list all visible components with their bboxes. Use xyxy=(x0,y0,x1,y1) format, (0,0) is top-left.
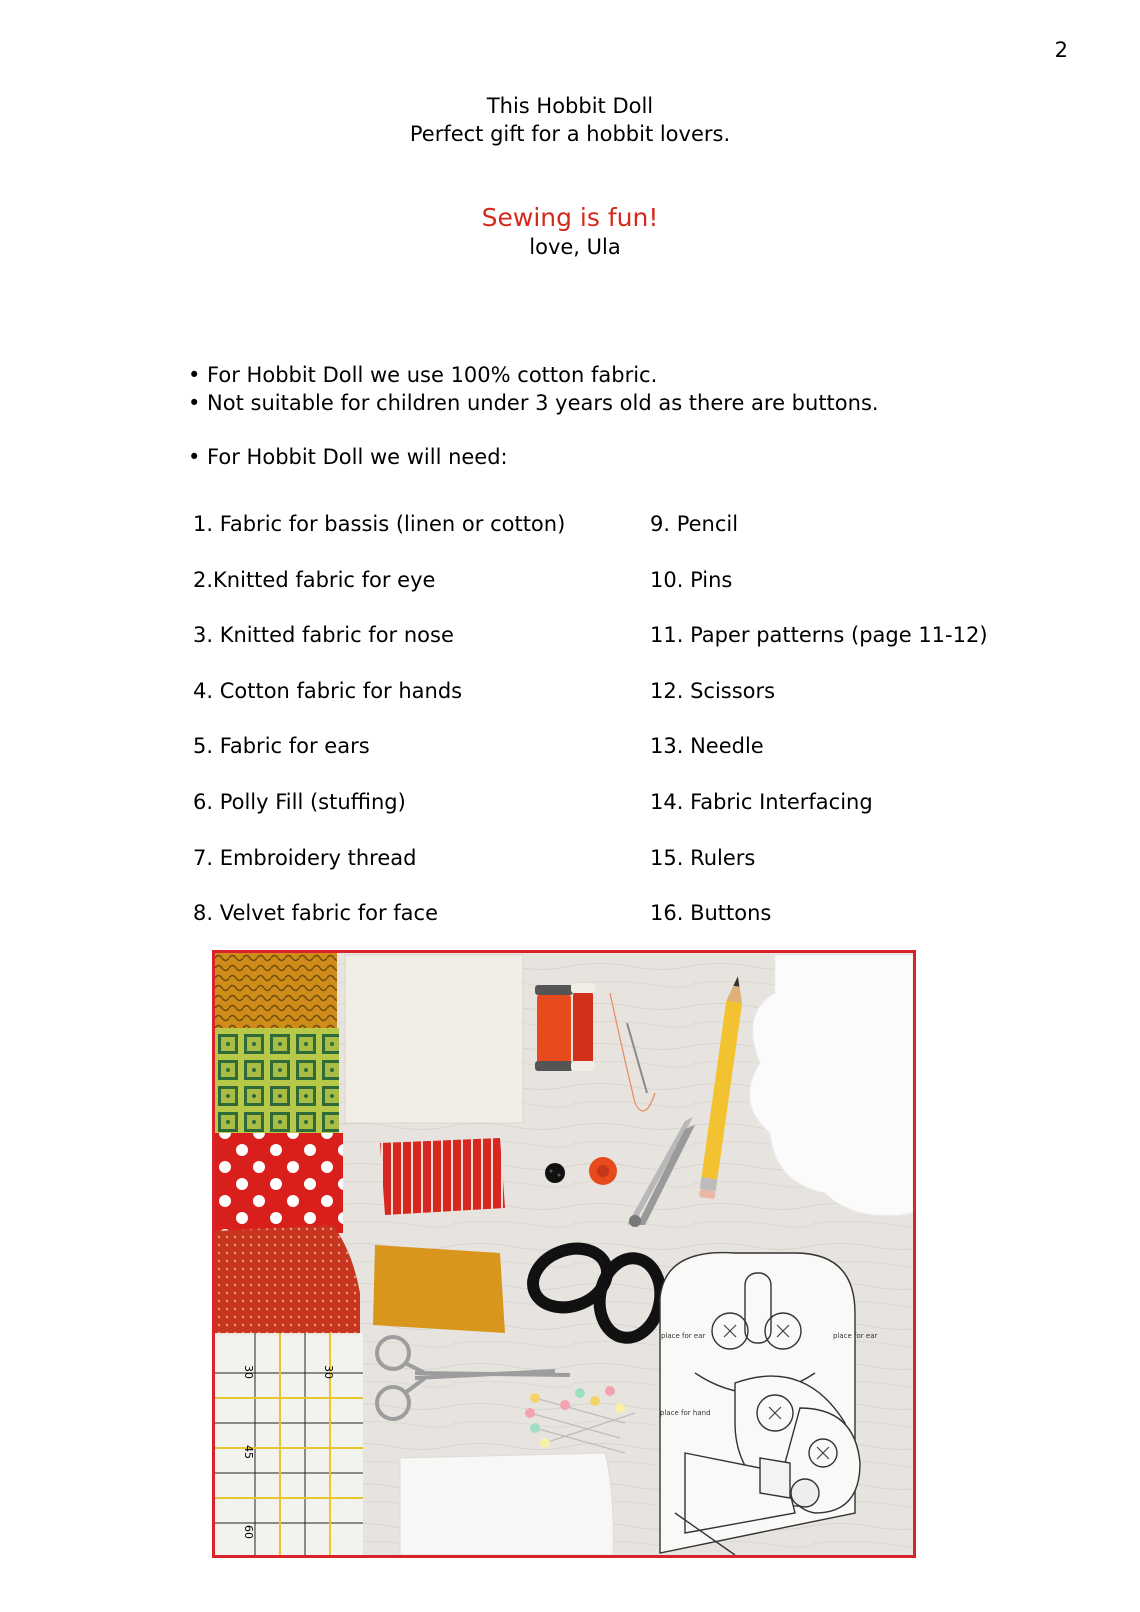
material-item: 12. Scissors xyxy=(650,678,776,703)
note-need: • For Hobbit Doll we will need: xyxy=(188,445,508,469)
button-black xyxy=(545,1163,565,1183)
material-item: 2.Knitted fabric for eye xyxy=(193,567,436,592)
material-item: 4. Cotton fabric for hands xyxy=(193,678,463,703)
materials-list-left xyxy=(193,510,565,955)
material-item: 11. Paper patterns (page 11-12) xyxy=(650,623,988,648)
ruler xyxy=(215,1333,363,1555)
fabric-green-grid xyxy=(215,1028,339,1138)
tagline-signature: love, Ula xyxy=(529,235,621,259)
ruler-mark: 30 xyxy=(322,1365,335,1379)
material-item: 5. Fabric for ears xyxy=(193,734,370,759)
fabric-interfacing xyxy=(400,1453,613,1555)
fabric-red-stripes xyxy=(380,1138,505,1215)
note-safety: • Not suitable for children under 3 years old as there are buttons. xyxy=(188,391,879,415)
intro xyxy=(0,92,1140,148)
material-item: 14. Fabric Interfacing xyxy=(650,789,873,814)
pattern-label: place for ear xyxy=(833,1332,878,1340)
ruler-mark: 60 xyxy=(242,1525,255,1539)
material-item: 13. Needle xyxy=(650,734,764,759)
fabric-yellow-knit xyxy=(215,953,337,1033)
fabric-red-knit xyxy=(215,1225,360,1335)
fabric-white-velvet xyxy=(345,955,523,1123)
material-item: 3. Knitted fabric for nose xyxy=(193,623,454,648)
fabric-mustard xyxy=(373,1245,505,1333)
material-item: 10. Pins xyxy=(650,567,733,592)
materials-photo xyxy=(212,950,916,1558)
pattern-label: place for ear xyxy=(661,1332,706,1340)
material-item: 9. Pencil xyxy=(650,512,739,536)
ruler-mark: 45 xyxy=(242,1445,255,1459)
material-item: 6. Polly Fill (stuffing) xyxy=(193,789,406,814)
materials-illustration xyxy=(215,953,913,1555)
material-item: 1. Fabric for bassis (linen or cotton) xyxy=(193,512,566,536)
fabric-polka-dot xyxy=(215,1133,343,1233)
thread-spools xyxy=(535,983,595,1071)
material-item: 7. Embroidery thread xyxy=(193,845,417,870)
notes xyxy=(188,361,879,471)
tagline xyxy=(0,202,1140,260)
intro-subtitle: Perfect gift for a hobbit lovers. xyxy=(409,122,731,146)
paper-patterns xyxy=(660,1253,860,1555)
ruler-mark: 30 xyxy=(242,1365,255,1379)
note-fabric: • For Hobbit Doll we use 100% cotton fabric. xyxy=(188,363,658,387)
material-item: 16. Buttons xyxy=(650,901,772,926)
intro-title: This Hobbit Doll xyxy=(486,94,654,118)
pattern-label: place for hand xyxy=(660,1409,711,1417)
page-number: 2 xyxy=(1054,38,1068,62)
material-item: 8. Velvet fabric for face xyxy=(193,901,439,926)
tagline-fun: Sewing is fun! xyxy=(481,203,659,232)
materials-list-right xyxy=(650,510,988,955)
material-item: 15. Rulers xyxy=(650,845,756,870)
